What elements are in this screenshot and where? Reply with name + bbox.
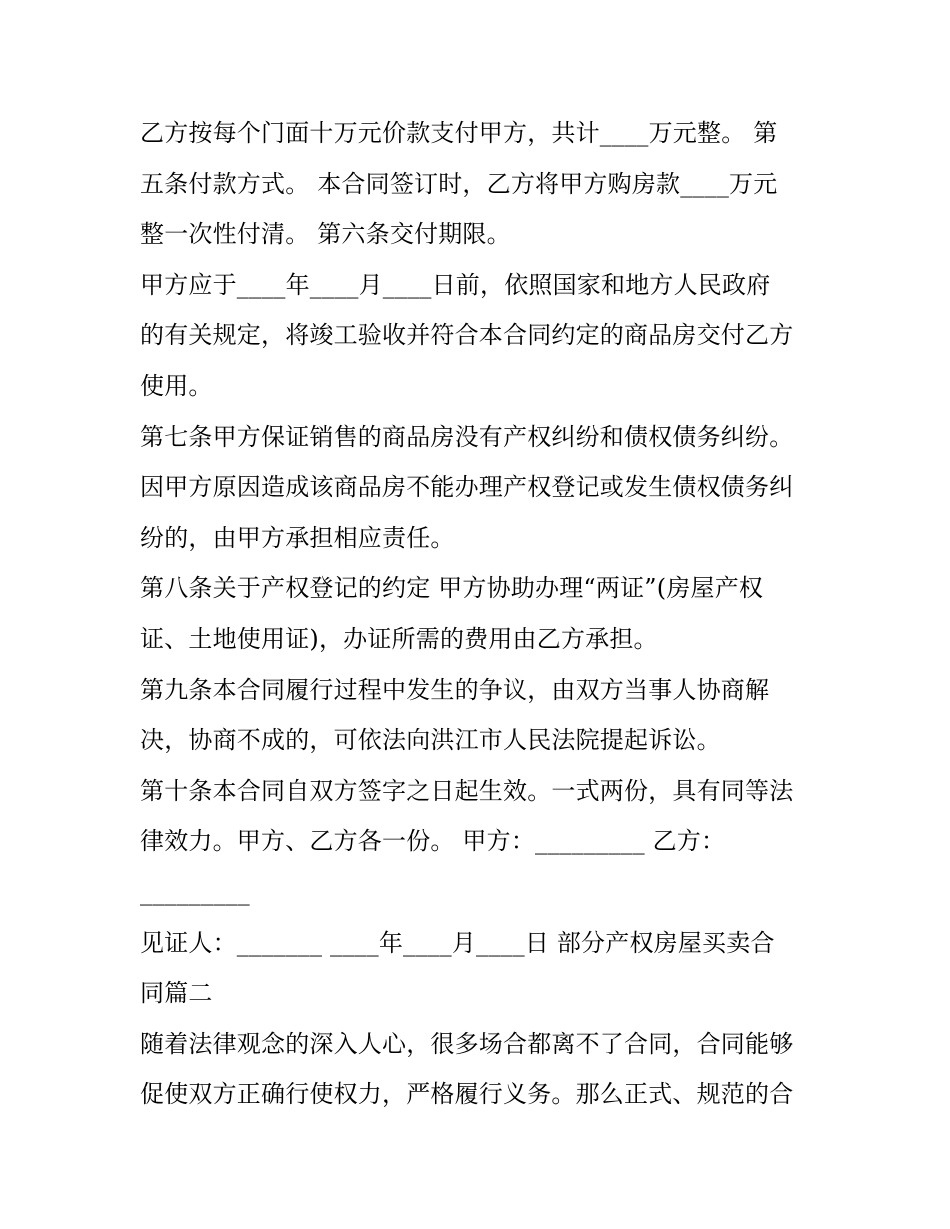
text-line: 随着法律观念的深入人心，很多场合都离不了合同，合同能够 [140, 1029, 794, 1058]
text-line: 第十条本合同自双方签字之日起生效。一式两份，具有同等法 [140, 776, 794, 805]
paragraph [140, 918, 820, 1019]
paragraph [140, 412, 820, 564]
text-line: 决，协商不成的，可依法向洪江市人民法院提起诉讼。 [140, 726, 721, 755]
text-line: 因甲方原因造成该商品房不能办理产权登记或发生债权债务纠 [140, 473, 794, 502]
text-line: 律效力。甲方、乙方各一份。 甲方：_________ 乙方： [140, 827, 726, 856]
text-line: 第八条关于产权登记的约定 甲方协助办理“两证”(房屋产权 [140, 574, 764, 603]
text-line: 同篇二 [140, 979, 213, 1008]
paragraph [140, 1019, 820, 1120]
text-line: 第九条本合同履行过程中发生的争议，由双方当事人协商解 [140, 675, 770, 704]
text-line: 五条付款方式。 本合同签订时，乙方将甲方购房款____万元 [140, 169, 778, 198]
paragraph [140, 563, 820, 664]
text-line: 见证人：_______ ____年____月____日 部分产权房屋买卖合 [140, 928, 775, 957]
text-line: 的有关规定，将竣工验收并符合本合同约定的商品房交付乙方 [140, 321, 794, 350]
paragraph [140, 108, 820, 260]
text-line: 促使双方正确行使权力，严格履行义务。那么正式、规范的合 [140, 1080, 794, 1109]
text-line: 乙方按每个门面十万元价款支付甲方，共计____万元整。 第 [140, 119, 778, 147]
document-body [140, 108, 820, 1120]
paragraph [140, 665, 820, 766]
text-line: _________ [140, 877, 250, 906]
paragraph [140, 766, 820, 918]
text-line: 使用。 [140, 371, 213, 400]
paragraph [140, 260, 820, 412]
text-line: 纷的，由甲方承担相应责任。 [140, 523, 455, 552]
text-line: 证、土地使用证)，办证所需的费用由乙方承担。 [140, 624, 658, 653]
text-line: 整一次性付清。 第六条交付期限。 [140, 220, 511, 249]
text-line: 甲方应于____年____月____日前，依照国家和地方人民政府 [140, 270, 771, 299]
text-line: 第七条甲方保证销售的商品房没有产权纠纷和债权债务纠纷。 [140, 422, 794, 451]
